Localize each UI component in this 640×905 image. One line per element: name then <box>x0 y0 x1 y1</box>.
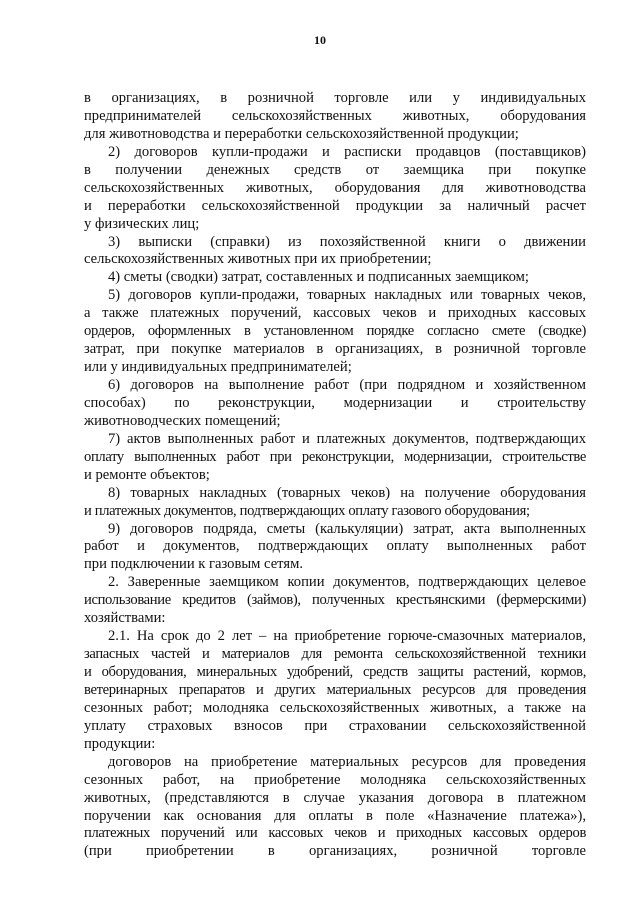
text-line: предпринимателей сельскохозяйственных животных, оборудования <box>84 107 586 124</box>
text-line: (при приобретении в организациях, розничной торговле <box>84 843 586 860</box>
text-line: использование кредитов (займов), полученных крестьянскими (фермерскими) <box>84 592 586 609</box>
text-line: в организациях, в розничной торговле или у индивидуальных <box>84 90 586 106</box>
text-line: продукции: <box>84 735 156 752</box>
text-line: сезонных работ, на приобретение молодняка сельскохозяйственных <box>84 771 586 788</box>
text-line: запасных частей и материалов для ремонта сельскохозяйственной техники <box>84 646 586 663</box>
text-line: сезонных работ; молодняка сельскохозяйственных животных, а также на <box>84 699 586 716</box>
text-line: способах) по реконструкции, модернизации и строительству <box>84 394 586 411</box>
text-line: оплату выполненных работ при реконструкции, модернизации, строительстве <box>84 448 586 465</box>
page-number: 10 <box>314 33 326 47</box>
text-line: договоров на приобретение материальных ресурсов для проведения <box>108 753 586 770</box>
text-line: сельскохозяйственных животных при их приобретении; <box>84 251 432 268</box>
text-line: и переработки сельскохозяйственной продукции за наличный расчет <box>84 197 586 214</box>
text-line: животных, (представляются в случае указания договора в платежном <box>84 789 586 806</box>
text-line: платежных поручений или кассовых чеков и приходных кассовых ордеров <box>84 825 586 842</box>
document-body <box>84 90 586 861</box>
text-line: животноводческих помещений; <box>84 412 281 429</box>
text-line: 2.1. На срок до 2 лет – на приобретение горюче-смазочных материалов, <box>108 628 586 645</box>
text-line: поручении как основания для оплаты в поле «Назначение платежа»), <box>84 807 586 824</box>
text-line: работ и документов, подтверждающих оплату выполненных работ <box>84 538 586 555</box>
text-line: в получении денежных средств от заемщика при покупке <box>84 161 586 178</box>
text-line: ветеринарных препаратов и других материальных ресурсов для проведения <box>84 681 586 698</box>
text-line: 2) договоров купли-продажи и расписки продавцов (поставщиков) <box>108 143 586 160</box>
text-line: сельскохозяйственных животных, оборудования для животноводства <box>84 179 586 196</box>
text-line: 2. Заверенные заемщиком копии документов, подтверждающих целевое <box>108 574 586 591</box>
text-line: и оборудования, минеральных удобрений, средств защиты растений, кормов, <box>84 664 586 680</box>
text-line: 8) товарных накладных (товарных чеков) на получение оборудования <box>108 484 586 501</box>
text-line: 5) договоров купли-продажи, товарных накладных или товарных чеков, <box>108 287 586 304</box>
text-line: ордеров, оформленных в установленном порядке согласно смете (сводке) <box>84 323 586 340</box>
text-line: уплату страховых взносов при страховании сельскохозяйственной <box>84 717 586 734</box>
text-line: 9) договоров подряда, сметы (калькуляции) затрат, акта выполненных <box>108 520 586 537</box>
text-line: 4) сметы (сводки) затрат, составленных и подписанных заемщиком; <box>108 269 529 286</box>
text-line: и ремонте объектов; <box>84 466 210 483</box>
text-line: а также платежных поручений, кассовых чеков и приходных кассовых <box>84 305 586 322</box>
text-line: 3) выписки (справки) из похозяйственной книги о движении <box>108 233 586 250</box>
text-line: у физических лиц; <box>84 215 200 232</box>
text-line: или у индивидуальных предпринимателей; <box>84 359 352 376</box>
text-line: 6) договоров на выполнение работ (при подрядном и хозяйственном <box>108 377 586 393</box>
text-line: 7) актов выполненных работ и платежных документов, подтверждающих <box>108 430 586 447</box>
text-line: для животноводства и переработки сельскохозяйственной продукции; <box>84 125 519 142</box>
text-line: и платежных документов, подтверждающих оплату газового оборудования; <box>84 502 530 519</box>
text-line: затрат, при покупке материалов в организациях, в розничной торговле <box>84 341 586 358</box>
text-line: хозяйствами: <box>84 610 166 627</box>
text-line: при подключении к газовым сетям. <box>84 556 303 573</box>
